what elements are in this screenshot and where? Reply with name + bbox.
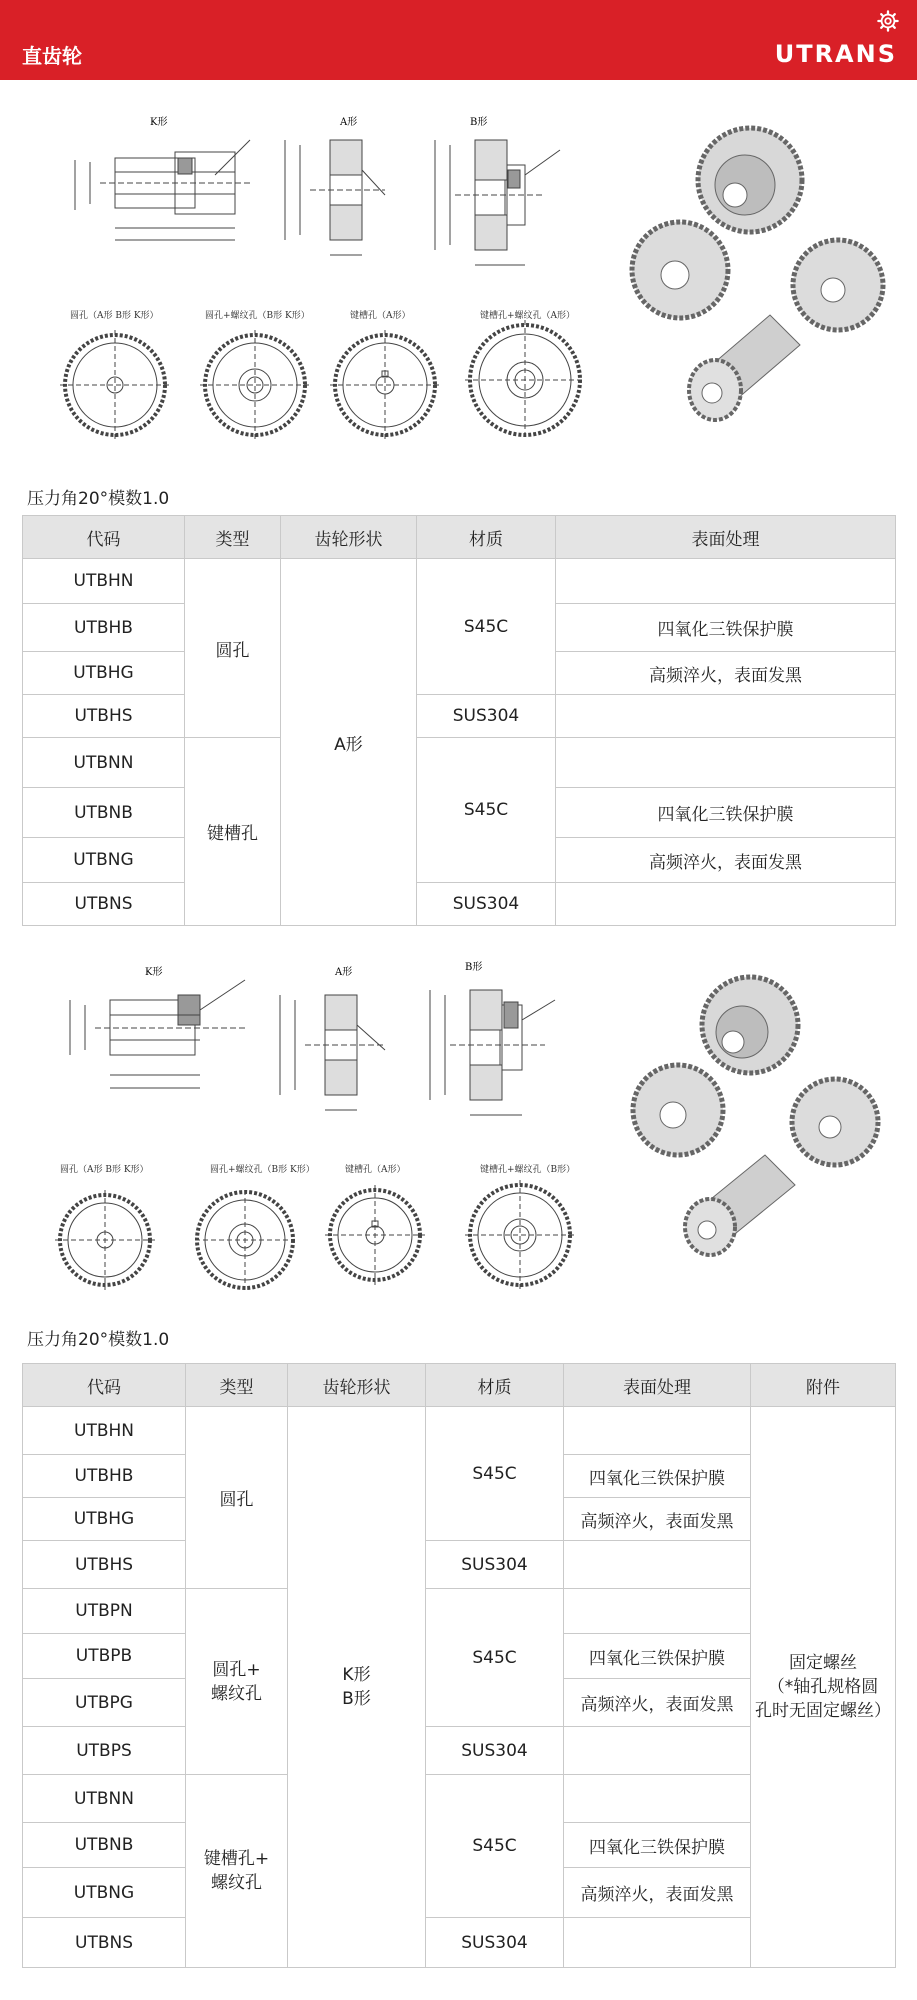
material-cell: SUS304 bbox=[417, 695, 556, 738]
gear-front-views-2 bbox=[55, 1163, 575, 1290]
brand-logo: UTRANS bbox=[774, 40, 897, 68]
hole-label-4: 键槽孔+螺纹孔（B形） bbox=[480, 1165, 576, 1175]
code-cell: UTBHB bbox=[23, 1455, 186, 1498]
table-row bbox=[23, 559, 896, 604]
code-cell: UTBNN bbox=[23, 738, 185, 788]
treatment-cell-empty bbox=[556, 738, 896, 788]
header-type: 类型 bbox=[185, 516, 281, 559]
material-cell: S45C bbox=[426, 1589, 564, 1727]
treatment-cell-empty bbox=[564, 1407, 751, 1455]
material-cell: SUS304 bbox=[417, 883, 556, 926]
type-cell: 圆孔 bbox=[185, 559, 281, 738]
b-shape-drawing bbox=[430, 990, 555, 1115]
treatment-cell: 四氧化三铁保护膜 bbox=[564, 1634, 751, 1679]
table-header-row bbox=[23, 516, 896, 559]
table-row bbox=[23, 695, 896, 738]
treatment-cell: 高频淬火，表面发黑 bbox=[564, 1498, 751, 1541]
page-title: 直齿轮 bbox=[22, 44, 82, 68]
header-code: 代码 bbox=[23, 516, 185, 559]
type-cell: 圆孔+ 螺纹孔 bbox=[186, 1589, 288, 1775]
header-treatment: 表面处理 bbox=[564, 1364, 751, 1407]
technical-drawing-1 bbox=[0, 100, 917, 455]
material-cell: SUS304 bbox=[426, 1727, 564, 1775]
header-type: 类型 bbox=[186, 1364, 288, 1407]
code-cell: UTBHS bbox=[23, 695, 185, 738]
k-shape-drawing bbox=[70, 980, 245, 1088]
treatment-cell-empty bbox=[556, 883, 896, 926]
material-cell: SUS304 bbox=[426, 1541, 564, 1589]
code-cell: UTBPG bbox=[23, 1679, 186, 1727]
material-cell: S45C bbox=[426, 1775, 564, 1918]
drawing-svg-2 bbox=[0, 950, 917, 1305]
hole-label-3: 键槽孔（A形） bbox=[350, 311, 411, 321]
shape-label-b: B形 bbox=[470, 117, 488, 128]
gear-render-group-1 bbox=[632, 128, 883, 420]
code-cell: UTBHG bbox=[23, 1498, 186, 1541]
header-treatment: 表面处理 bbox=[556, 516, 896, 559]
hole-label-2: 圆孔+螺纹孔（B形 K形） bbox=[205, 311, 310, 321]
treatment-cell-empty bbox=[564, 1775, 751, 1823]
hole-label-2: 圆孔+螺纹孔（B形 K形） bbox=[210, 1165, 315, 1175]
spec-table-1 bbox=[22, 515, 896, 926]
treatment-cell: 高频淬火，表面发黑 bbox=[564, 1679, 751, 1727]
code-cell: UTBPB bbox=[23, 1634, 186, 1679]
treatment-cell: 四氧化三铁保护膜 bbox=[556, 788, 896, 838]
material-cell: S45C bbox=[417, 559, 556, 695]
header-material: 材质 bbox=[426, 1364, 564, 1407]
technical-drawing-2 bbox=[0, 950, 917, 1305]
table-row bbox=[23, 1407, 896, 1455]
a-shape-drawing bbox=[285, 140, 385, 255]
spec-table-2 bbox=[22, 1363, 896, 1968]
code-cell: UTBHS bbox=[23, 1541, 186, 1589]
type-cell: 键槽孔 bbox=[185, 738, 281, 926]
header-accessory: 附件 bbox=[751, 1364, 896, 1407]
code-cell: UTBHN bbox=[23, 1407, 186, 1455]
code-cell: UTBHG bbox=[23, 652, 185, 695]
header-material: 材质 bbox=[417, 516, 556, 559]
code-cell: UTBNS bbox=[23, 1918, 186, 1968]
header-shape: 齿轮形状 bbox=[281, 516, 417, 559]
hole-label-1: 圆孔（A形 B形 K形） bbox=[70, 311, 159, 321]
material-cell: S45C bbox=[417, 738, 556, 883]
shape-label-a: A形 bbox=[340, 117, 358, 128]
type-cell: 键槽孔+ 螺纹孔 bbox=[186, 1775, 288, 1968]
code-cell: UTBNG bbox=[23, 1868, 186, 1918]
table-2-caption: 压力角20°模数1.0 bbox=[27, 1330, 170, 1350]
shape-label-k: K形 bbox=[145, 967, 163, 978]
type-cell: 圆孔 bbox=[186, 1407, 288, 1589]
b-shape-drawing bbox=[435, 140, 560, 265]
treatment-cell-empty bbox=[556, 559, 896, 604]
shape-cell: A形 bbox=[281, 559, 417, 926]
accessory-cell: 固定螺丝 （*轴孔规格圆 孔时无固定螺丝） bbox=[751, 1407, 896, 1968]
treatment-cell-empty bbox=[556, 695, 896, 738]
table-row bbox=[23, 738, 896, 788]
code-cell: UTBPN bbox=[23, 1589, 186, 1634]
shape-cell: K形 B形 bbox=[288, 1407, 426, 1968]
hole-label-1: 圆孔（A形 B形 K形） bbox=[60, 1165, 149, 1175]
treatment-cell: 四氧化三铁保护膜 bbox=[564, 1823, 751, 1868]
code-cell: UTBNB bbox=[23, 1823, 186, 1868]
table-row bbox=[23, 883, 896, 926]
gear-render-group-2 bbox=[633, 977, 878, 1255]
shape-label-b: B形 bbox=[465, 962, 483, 973]
k-shape-drawing bbox=[75, 140, 250, 240]
a-shape-drawing bbox=[280, 995, 385, 1110]
material-cell: S45C bbox=[426, 1407, 564, 1541]
code-cell: UTBHN bbox=[23, 559, 185, 604]
shape-label-k: K形 bbox=[150, 117, 168, 128]
treatment-cell-empty bbox=[564, 1589, 751, 1634]
code-cell: UTBPS bbox=[23, 1727, 186, 1775]
page-header bbox=[0, 0, 917, 80]
gear-icon[interactable] bbox=[877, 10, 899, 32]
treatment-cell: 四氧化三铁保护膜 bbox=[564, 1455, 751, 1498]
code-cell: UTBNG bbox=[23, 838, 185, 883]
header-code: 代码 bbox=[23, 1364, 186, 1407]
code-cell: UTBNN bbox=[23, 1775, 186, 1823]
drawing-svg-1 bbox=[0, 100, 917, 455]
code-cell: UTBHB bbox=[23, 604, 185, 652]
gear-front-views-1 bbox=[60, 309, 585, 440]
table-header-row bbox=[23, 1364, 896, 1407]
treatment-cell: 高频淬火，表面发黑 bbox=[564, 1868, 751, 1918]
code-cell: UTBNB bbox=[23, 788, 185, 838]
treatment-cell-empty bbox=[564, 1727, 751, 1775]
header-shape: 齿轮形状 bbox=[288, 1364, 426, 1407]
hole-label-3: 键槽孔（A形） bbox=[345, 1165, 406, 1175]
treatment-cell-empty bbox=[564, 1918, 751, 1968]
hole-label-4: 键槽孔+螺纹孔（A形） bbox=[480, 311, 576, 321]
treatment-cell: 四氧化三铁保护膜 bbox=[556, 604, 896, 652]
shape-label-a: A形 bbox=[335, 967, 353, 978]
code-cell: UTBNS bbox=[23, 883, 185, 926]
treatment-cell: 高频淬火，表面发黑 bbox=[556, 838, 896, 883]
treatment-cell: 高频淬火，表面发黑 bbox=[556, 652, 896, 695]
table-1-caption: 压力角20°模数1.0 bbox=[27, 489, 170, 509]
material-cell: SUS304 bbox=[426, 1918, 564, 1968]
treatment-cell-empty bbox=[564, 1541, 751, 1589]
